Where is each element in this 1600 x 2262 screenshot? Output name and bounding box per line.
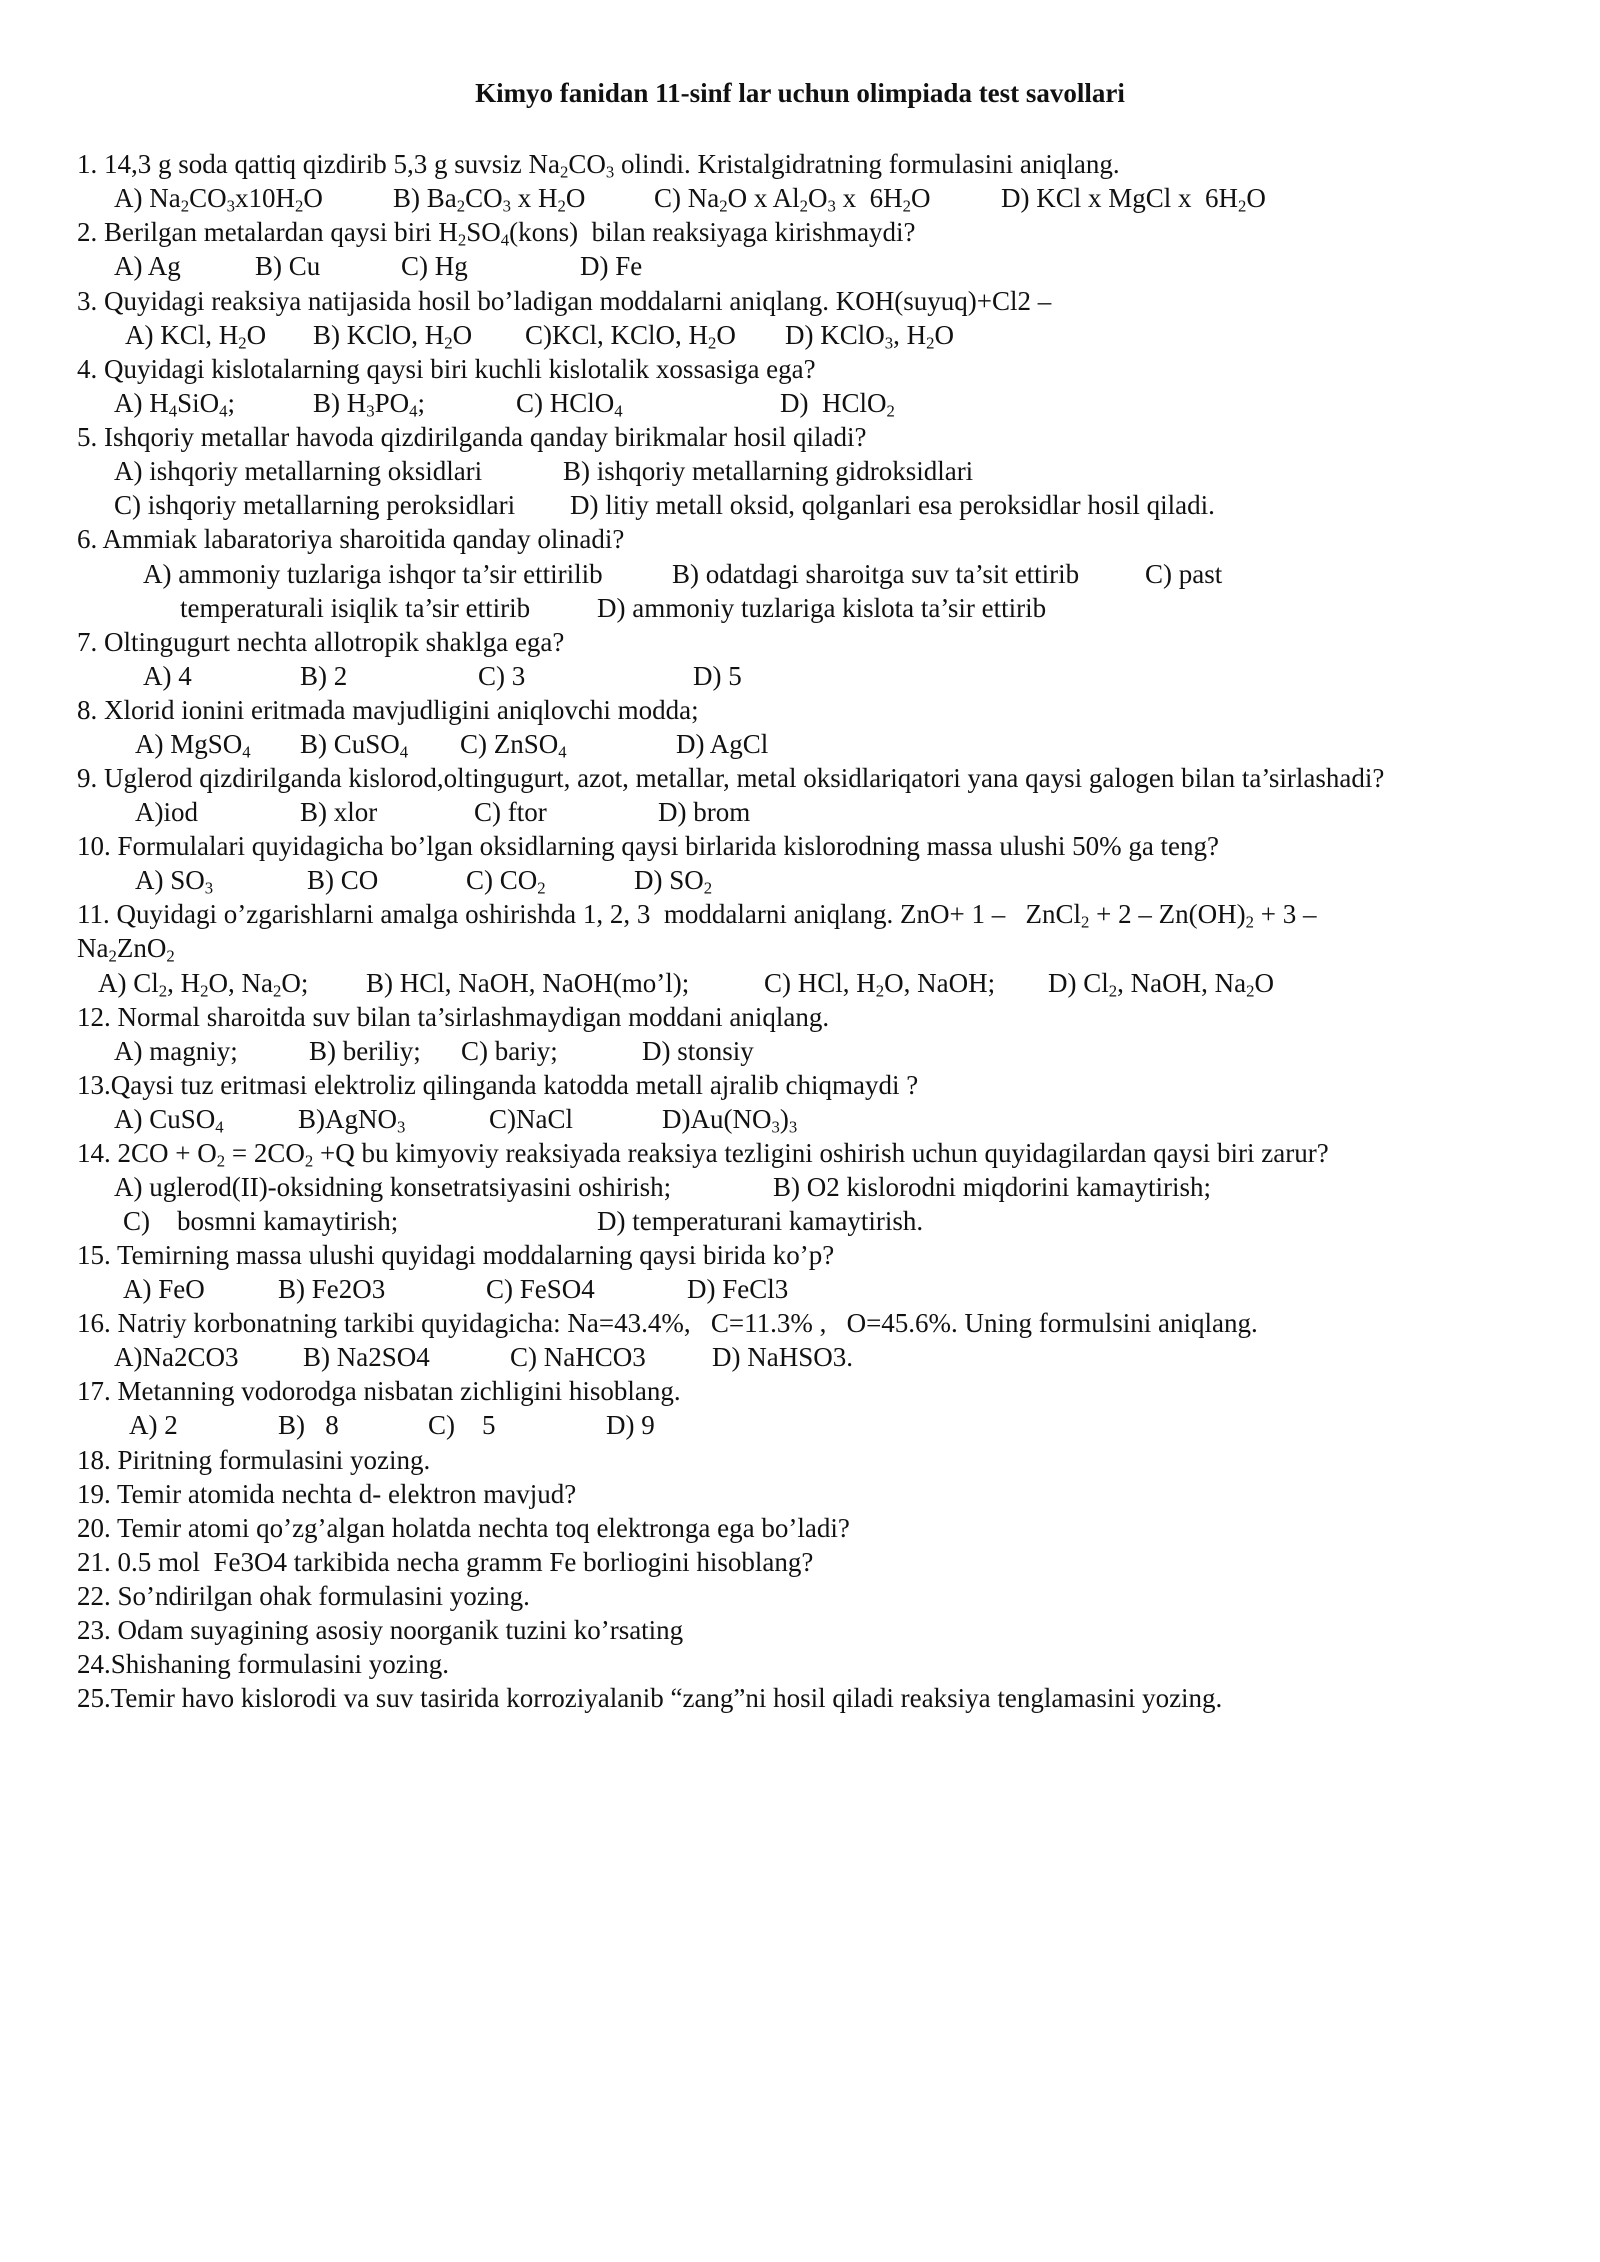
q11-option-b: B) HCl, NaOH, NaOH(mo’l); (366, 968, 690, 998)
q3-option-d: D) KClO$_3$, $H_2O$ (785, 320, 954, 353)
q13-option-c: C)NaCl (489, 1104, 573, 1134)
question-11-continued: $Na_2ZnO_2$ (77, 933, 175, 966)
q15-option-b: B) Fe2O3 (278, 1274, 386, 1304)
q15-option-c: C) FeSO4 (486, 1274, 595, 1304)
question-10: 10. Formulalari quyidagicha bo’lgan oksidlarning qaysi birlarida kislorodning massa ulushi 50% ga teng? (77, 831, 1220, 861)
question-24: 24.Shishaning formulasini yozing. (77, 1649, 449, 1679)
q7-option-a: A) 4 (143, 661, 192, 691)
question-11: 11. Quyidagi o’zgarishlarni amalga oshirishda 1, 2, 3 moddalarni aniqlang. ZnO+ 1 – ZnCl$_2$ + $2 - Zn(OH)_2 + 3$ – (77, 899, 1317, 932)
q13-option-a: A) CuSO$_4$ (114, 1104, 224, 1137)
q15-option-a: A) FeO (123, 1274, 205, 1304)
question-6: 6. Ammiak labaratoriya sharoitida qanday olinadi? (77, 524, 625, 554)
q3-option-b: B) KClO, $H_2O$ (313, 320, 473, 353)
question-14: 14. $2CO + O_2 = 2CO_2 +Q$ bu kimyoviy reaksiyada reaksiya tezligini oshirish uchun quyidagilardan qaysi biri zarur? (77, 1138, 1329, 1171)
q4-option-c: C) HClO$_4$ (516, 388, 623, 421)
q14-option-d: D) temperaturani kamaytirish. (597, 1206, 924, 1236)
q9-option-d: D) brom (658, 797, 751, 827)
q17-option-a: A) 2 (129, 1410, 178, 1440)
q7-option-c: C) 3 (478, 661, 526, 691)
q4-option-b: B) $H_3PO_4$; (313, 388, 426, 421)
q16-option-c: C) NaHCO3 (510, 1342, 646, 1372)
q2-option-b: B) Cu (255, 251, 321, 281)
q16-option-a: A)Na2CO3 (114, 1342, 239, 1372)
q5-option-d: D) litiy metall oksid, qolganlari esa peroksidlar hosil qiladi. (570, 490, 1215, 520)
question-18: 18. Piritning formulasini yozing. (77, 1445, 431, 1475)
q10-option-a: A) $SO_3$ (135, 865, 214, 898)
q11-option-a: A) $Cl_2$, $H_2O$, $Na_2O$; (98, 968, 309, 1001)
q1-option-c: C) $Na_2O$ x $Al_2O_3$ x $6H_2O$ (654, 183, 931, 216)
question-8: 8. Xlorid ionini eritmada mavjudligini aniqlovchi modda; (77, 695, 699, 725)
question-3: 3. Quyidagi reaksiya natijasida hosil bo’ladigan moddalarni aniqlang. KOH(suyuq)+Cl2 – (77, 286, 1052, 316)
question-23: 23. Odam suyagining asosiy noorganik tuzini ko’rsating (77, 1615, 684, 1645)
q11-option-c: C) HCl, $H_2O$, NaOH; (764, 968, 996, 1001)
question-2: 2. Berilgan metalardan qaysi biri $H_2SO_4(kons)$ bilan reaksiyaga kirishmaydi? (77, 217, 916, 250)
q12-option-b: B) beriliy; (309, 1036, 421, 1066)
q5-option-b: B) ishqoriy metallarning gidroksidlari (563, 456, 974, 486)
q5-option-c: C) ishqoriy metallarning peroksidlari (114, 490, 516, 520)
question-15: 15. Temirning massa ulushi quyidagi moddalarning qaysi birida ko’p? (77, 1240, 835, 1270)
q17-option-b: B) 8 (278, 1410, 339, 1440)
q1-option-d: D) KCl x MgCl x $6H_2O$ (1001, 183, 1266, 216)
question-20: 20. Temir atomi qo’zg’algan holatda nechta toq elektronga ega bo’ladi? (77, 1513, 850, 1543)
q12-option-c: C) bariy; (461, 1036, 558, 1066)
q16-option-b: B) Na2SO4 (303, 1342, 430, 1372)
q8-option-a: A) MgSO$_4$ (135, 729, 251, 762)
question-5: 5. Ishqoriy metallar havoda qizdirilganda qanday birikmalar hosil qiladi? (77, 422, 867, 452)
q9-option-b: B) xlor (300, 797, 378, 827)
question-12: 12. Normal sharoitda suv bilan ta’sirlashmaydigan moddani aniqlang. (77, 1002, 830, 1032)
q14-option-a: A) uglerod(II)-oksidning konsetratsiyasini oshirish; (114, 1172, 672, 1202)
q6-option-a: A) ammoniy tuzlariga ishqor ta’sir ettirilib (143, 559, 603, 589)
question-16: 16. Natriy korbonatning tarkibi quyidagicha: Na=43.4%, C=11.3% , O=45.6%. Uning formulsini aniqlang. (77, 1308, 1258, 1338)
q16-option-d: D) NaHSO3. (712, 1342, 853, 1372)
question-4: 4. Quyidagi kislotalarning qaysi biri kuchli kislotalik xossasiga ega? (77, 354, 816, 384)
q13-option-d: $D)Au(NO_3)_3$ (662, 1104, 798, 1137)
q4-option-d: D) HClO$_2$ (780, 388, 895, 421)
q10-option-c: C) $CO_2$ (466, 865, 546, 898)
question-21: 21. 0.5 mol Fe3O4 tarkibida necha gramm Fe borliogini hisoblang? (77, 1547, 814, 1577)
q5-option-a: A) ishqoriy metallarning oksidlari (114, 456, 483, 486)
q3-option-a: A) KCl, $H_2O$ (125, 320, 267, 353)
question-19: 19. Temir atomida nechta d- elektron mavjud? (77, 1479, 577, 1509)
question-22: 22. So’ndirilgan ohak formulasini yozing. (77, 1581, 530, 1611)
question-7: 7. Oltingugurt nechta allotropik shaklga ega? (77, 627, 565, 657)
q10-option-b: B) CO (307, 865, 379, 895)
q17-option-c: C) 5 (428, 1410, 496, 1440)
q12-option-a: A) magniy; (114, 1036, 238, 1066)
question-1: 1. 14,3 g soda qattiq qizdirib 5,3 g suvsiz $Na_2CO_3$ olindi. Kristalgidratning formulasini aniqlang. (77, 149, 1120, 182)
q4-option-a: A) $H_4SiO_4$; (114, 388, 236, 421)
q10-option-d: D) $SO_2$ (634, 865, 713, 898)
q1-option-a: A) $Na_2CO_3x10H_2O$ (114, 183, 323, 216)
q6-option-d: D) ammoniy tuzlariga kislota ta’sir ettirib (597, 593, 1047, 623)
q8-option-b: B) CuSO$_4$ (300, 729, 409, 762)
q15-option-d: D) FeCl3 (687, 1274, 789, 1304)
q12-option-d: D) stonsiy (642, 1036, 754, 1066)
q13-option-b: B)AgNO$_3$ (298, 1104, 406, 1137)
question-9: 9. Uglerod qizdirilganda kislorod,oltingugurt, azot, metallar, metal oksidlariqatori yana qaysi galogen bilan ta’sirlashadi? (77, 763, 1385, 793)
q2-option-d: D) Fe (580, 251, 643, 281)
question-25: 25.Temir havo kislorodi va suv tasirida korroziyalanib “zang”ni hosil qiladi reaksiya tenglamasini yozing. (77, 1683, 1223, 1713)
question-17: 17. Metanning vodorodga nisbatan zichligini hisoblang. (77, 1376, 681, 1406)
q9-option-a: A)iod (135, 797, 198, 827)
q1-option-b: B) $Ba_2CO_3$ x $H_2O$ (393, 183, 586, 216)
question-13: 13.Qaysi tuz eritmasi elektroliz qilinganda katodda metall ajralib chiqmaydi ? (77, 1070, 919, 1100)
q17-option-d: D) 9 (606, 1410, 655, 1440)
q2-option-a: A) Ag (114, 251, 181, 281)
q6-option-b: B) odatdagi sharoitga suv ta’sit ettirib (672, 559, 1080, 589)
q6-option-c: C) past (1145, 559, 1223, 589)
q9-option-c: C) ftor (474, 797, 547, 827)
q11-option-d: D) $Cl_2$, NaOH, $Na_2O$ (1048, 968, 1274, 1001)
q6-option-c-continued: temperaturali isiqlik ta’sir ettirib (180, 593, 531, 623)
q7-option-b: B) 2 (300, 661, 348, 691)
page-title: Kimyo fanidan 11-sinf lar uchun olimpiada test savollari (475, 78, 1125, 108)
q3-option-c: C)KCl, KClO, $H_2O$ (525, 320, 736, 353)
q8-option-d: D) AgCl (676, 729, 769, 759)
q2-option-c: C) Hg (401, 251, 468, 281)
q8-option-c: C) ZnSO$_4$ (460, 729, 567, 762)
q7-option-d: D) 5 (693, 661, 742, 691)
q14-option-b: B) O2 kislorodni miqdorini kamaytirish; (773, 1172, 1211, 1202)
q14-option-c: C) bosmni kamaytirish; (123, 1206, 399, 1236)
